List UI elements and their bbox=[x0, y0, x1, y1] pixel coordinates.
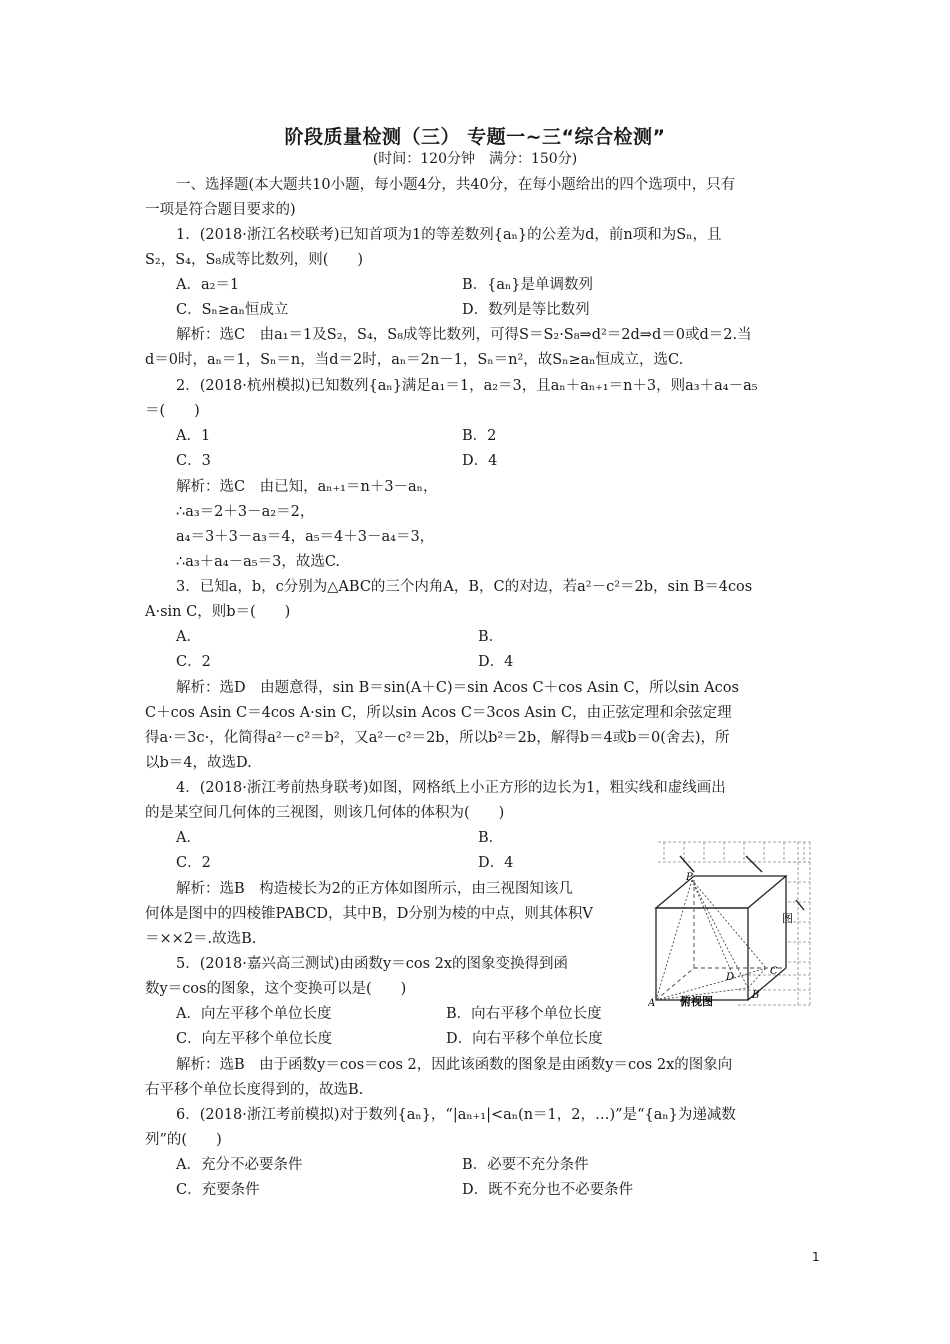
text-line: A·sin C，则b＝( ) bbox=[145, 604, 291, 620]
text-line: 的是某空间几何体的三视图，则该几何体的体积为( ) bbox=[145, 805, 505, 821]
answer-option: B．{aₙ}是单调数列 bbox=[462, 277, 594, 293]
label-c: C bbox=[770, 966, 778, 977]
top-view-caption: 俯视图 bbox=[680, 995, 713, 1008]
answer-option: C．向左平移个单位长度 bbox=[176, 1031, 333, 1047]
answer-option: B． bbox=[478, 629, 504, 645]
text-line: 解析：选B 由于函数y＝cos＝cos 2，因此该函数的图象是由函数y＝cos 2x的图象向 bbox=[176, 1057, 733, 1073]
pyramid-edges bbox=[656, 880, 766, 1000]
text-line: 解析：选B 构造棱长为2的正方体如图所示，由三视图知该几 bbox=[176, 881, 573, 897]
text-line: 2．(2018·杭州模拟)已知数列{aₙ}满足a₁＝1，a₂＝3，且aₙ＋aₙ₊₁＝n＋3，则a₃＋a₄－a₅ bbox=[176, 378, 758, 394]
answer-option: A． bbox=[176, 830, 201, 846]
text-line: 4．(2018·浙江考前热身联考)如图，网格纸上小正方形的边长为1，粗实线和虚线画出 bbox=[176, 780, 726, 796]
text-line: ∴a₃＋a₄－a₅＝3，故选C. bbox=[176, 554, 341, 570]
text-line: 5．(2018·嘉兴高三测试)由函数y＝cos 2x的图象变换得到函 bbox=[176, 956, 569, 972]
label-p: P bbox=[686, 872, 693, 883]
text-line: ∴a₃＝2＋3－a₂＝2， bbox=[176, 504, 315, 520]
text-line: 解析：选D 由题意得，sin B＝sin(A＋C)＝sin Acos C＋cos Asin C，所以sin Acos bbox=[176, 680, 739, 696]
text-line: 解析：选C 由a₁＝1及S₂，S₄，S₈成等比数列，可得S＝S₂·S₈⇒d²＝2d⇒d＝0或d＝2.当 bbox=[176, 327, 752, 343]
text-line: 列”的( ) bbox=[145, 1132, 222, 1148]
text-line: 6．(2018·浙江考前模拟)对于数列{aₙ}，“|aₙ₊₁|<aₙ(n＝1，2，…)”是“{aₙ}为递减数 bbox=[176, 1107, 736, 1123]
text-line: a₄＝3＋3－a₃＝4，a₅＝4＋3－a₄＝3， bbox=[176, 529, 435, 545]
answer-option: B．必要不充分条件 bbox=[462, 1157, 589, 1173]
text-line: 一、选择题(本大题共10小题，每小题4分，共40分，在每小题给出的四个选项中，只有 bbox=[176, 177, 736, 193]
text-line: 数y＝cos的图象，这个变换可以是( ) bbox=[145, 981, 407, 997]
answer-option: D．4 bbox=[478, 855, 514, 871]
hidden-edges bbox=[656, 876, 786, 1000]
label-d: D bbox=[726, 972, 735, 983]
text-line: ＝××2＝.故选B. bbox=[145, 931, 257, 947]
answer-option: D．4 bbox=[462, 453, 498, 469]
text-line: S₂，S₄，S₈成等比数列，则( ) bbox=[145, 252, 364, 268]
answer-option: B．向右平移个单位长度 bbox=[446, 1006, 602, 1022]
side-view-label: 图 bbox=[782, 912, 793, 925]
answer-option: C．2 bbox=[176, 855, 211, 871]
cube-figure bbox=[648, 840, 814, 1010]
text-line: d＝0时，aₙ＝1，Sₙ＝n，当d＝2时，aₙ＝2n－1，Sₙ＝n²，故Sₙ≥aₙ恒成立，选C. bbox=[145, 352, 684, 368]
answer-option: C．2 bbox=[176, 654, 211, 670]
text-line: 右平移个单位长度得到的，故选B. bbox=[145, 1082, 364, 1098]
answer-option: A．充分不必要条件 bbox=[176, 1157, 303, 1173]
answer-option: D．4 bbox=[478, 654, 514, 670]
text-line: ＝( ) bbox=[145, 403, 200, 419]
text-line: 以b＝4，故选D. bbox=[145, 755, 252, 771]
page-title: 阶段质量检测（三） 专题一~三“综合检测” bbox=[284, 126, 666, 148]
answer-option: C．3 bbox=[176, 453, 211, 469]
answer-option: D．数列是等比数列 bbox=[462, 302, 590, 318]
text-line: 解析：选C 由已知，aₙ₊₁＝n＋3－aₙ， bbox=[176, 479, 438, 495]
answer-option: C．充要条件 bbox=[176, 1182, 260, 1198]
exam-info: (时间：120分钟 满分：150分) bbox=[372, 151, 578, 167]
cube-edges bbox=[656, 876, 786, 1000]
text-line: 何体是图中的四棱锥PABCD，其中B，D分别为棱的中点，则其体积V bbox=[145, 906, 593, 922]
text-line: 得a·＝3c·，化简得a²－c²＝b²，又a²－c²＝2b，所以b²＝2b，解得b＝4或b＝0(舍去)，所 bbox=[145, 730, 730, 746]
answer-option: A．向左平移个单位长度 bbox=[176, 1006, 332, 1022]
page-number: 1 bbox=[812, 1250, 820, 1264]
answer-option: C．Sₙ≥aₙ恒成立 bbox=[176, 302, 289, 318]
text-line: 1．(2018·浙江名校联考)已知首项为1的等差数列{aₙ}的公差为d，前n项和为Sₙ，且 bbox=[176, 227, 722, 243]
answer-option: B． bbox=[478, 830, 504, 846]
text-line: 3．已知a，b，c分别为△ABC的三个内角A，B，C的对边，若a²－c²＝2b，sin B＝4cos bbox=[176, 579, 753, 595]
answer-option: D．向右平移个单位长度 bbox=[446, 1031, 603, 1047]
answer-option: B．2 bbox=[462, 428, 497, 444]
text-line: 一项是符合题目要求的) bbox=[145, 202, 296, 218]
text-line: C＋cos Asin C＝4cos A·sin C，所以sin Acos C＝3cos Asin C，由正弦定理和余弦定理 bbox=[145, 705, 732, 721]
answer-option: A． bbox=[176, 629, 201, 645]
label-b: B bbox=[752, 990, 760, 1001]
answer-option: A．1 bbox=[176, 428, 211, 444]
answer-option: A．a₂＝1 bbox=[176, 277, 240, 293]
answer-option: D．既不充分也不必要条件 bbox=[462, 1182, 634, 1198]
label-a: A bbox=[648, 998, 656, 1009]
